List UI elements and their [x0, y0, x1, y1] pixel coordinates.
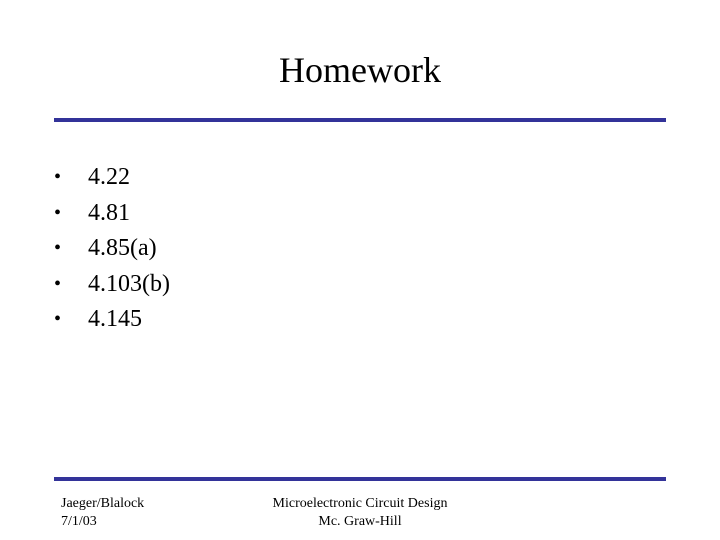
footer-divider — [54, 477, 666, 481]
footer-book-info — [240, 495, 480, 531]
problem-number: 4.22 — [88, 164, 130, 190]
footer-date: 7/1/03 — [61, 514, 97, 529]
bullet-icon: • — [54, 166, 62, 188]
bullet-icon: • — [54, 272, 62, 295]
bullet-icon: • — [54, 308, 62, 330]
title-divider — [54, 118, 666, 122]
bullet-icon: • — [54, 237, 62, 259]
problem-number: 4.145 — [88, 306, 142, 332]
problem-number: 4.103(b) — [88, 270, 170, 297]
problem-number: 4.85(a) — [88, 235, 157, 261]
problem-number: 4.81 — [88, 199, 130, 226]
footer-book-title: Microelectronic Circuit Design — [272, 496, 448, 511]
slide-title: Homework — [279, 50, 441, 90]
footer-authors-date — [61, 495, 144, 531]
footer-publisher: Mc. Graw-Hill — [318, 514, 402, 529]
bullet-icon: • — [54, 201, 62, 224]
footer-authors: Jaeger/Blalock — [61, 496, 145, 511]
